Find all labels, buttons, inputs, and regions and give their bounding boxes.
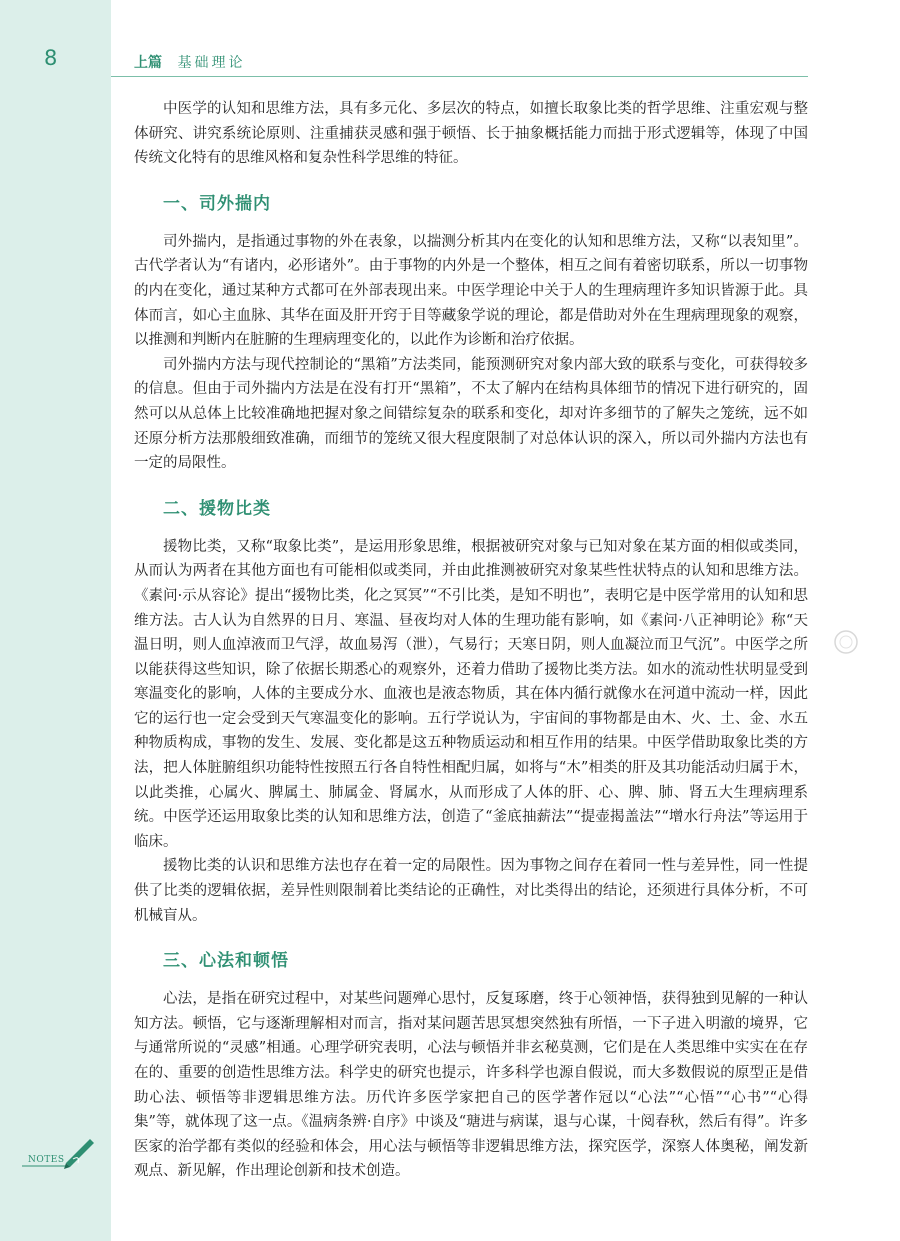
running-head-title: 基础理论: [177, 55, 246, 71]
section-2-paragraph-2: 援物比类的认识和思维方法也存在着一定的局限性。因为事物之间存在着同一性与差异性，同一性提供了比类的逻辑依据，差异性则限制着比类结论的正确性，对比类得出的结论，还须进行具体分析，不可机械盲从。: [134, 858, 808, 924]
section-2-paragraph-1: 援物比类，又称“取象比类”，是运用形象思维，根据被研究对象与已知对象在某方面的相似或类同，从而认为两者在其他方面也有可能相似或类同，并由此推测被研究对象某些性状特点的认知和思维方法。《素问·示从容论》提出“援物比类，化之冥冥”“不引比类，是知不明也”，表明它是中医学常用的认知和思维方法。古人认为自然界的日月、寒温、昼夜均对人体的生理功能有影响，如《素问·八正神明论》称“天温日明，则人血淖液而卫气浮，故血易泻（泄），气易行；天寒日阴，则人血凝泣而卫气沉”。中医学之所以能获得这些知识，除了依据长期悉心的观察外，还着力借助了援物比类方法。如水的流动性状明显受到寒温变化的影响，人体的主要成分水、血液也是液态物质，其在体内循行就像水在河道中流动一样，因此它的运行也一定会受到天气寒温变化的影响。五行学说认为，宇宙间的事物都是由木、火、土、金、水五种物质构成，事物的发生、发展、变化都是这五种物质运动和相互作用的结果。中医学借助取象比类的方法，把人体脏腑组织功能特性按照五行各自特性相配归属，如将与“木”相类的肝及其功能活动归属于木，以此类推，心属火、脾属土、肺属金、肾属水，从而形成了人体的肝、心、脾、肺、肾五大生理病理系统。中医学还运用取象比类的认知和思维方法，创造了“釜底抽薪法”“提壶揭盖法”“增水行舟法”等运用于临床。: [134, 538, 808, 850]
section-heading-1: 一、司外揣内: [163, 193, 271, 214]
margin-strip: [0, 0, 111, 1241]
section-heading-2: 二、援物比类: [163, 498, 271, 519]
watermark-seal-icon: [833, 629, 859, 655]
notes-label: NOTES: [28, 1155, 65, 1165]
page-body: [134, 97, 808, 1184]
header-rule: [111, 76, 808, 77]
section-3-paragraph-1: 心法，是指在研究过程中，对某些问题殚心思忖，反复琢磨，终于心领神悟，获得独到见解的一种认知方法。顿悟，它与逐渐理解相对而言，指对某问题苦思冥想突然独有所悟，一下子进入明澈的境界，它与通常所说的“灵感”相通。心理学研究表明，心法与顿悟并非玄秘莫测，它们是在人类思维中实实在在存在的、重要的创造性思维方法。科学史的研究也提示，许多科学也源自假说，而大多数假说的原型正是借助心法、顿悟等非逻辑思维方法。历代许多医学家把自己的医学著作冠以“心法”“心悟”“心书”“心得集”等，就体现了这一点。《温病条辨·自序》中谈及“瑭进与病谋，退与心谋，十阅春秋，然后有得”。许多医家的治学都有类似的经验和体会，用心法与顿悟等非逻辑思维方法，探究医学，深察人体奥秘，阐发新观点、新见解，作出理论创新和技术创造。: [134, 991, 808, 1180]
section-1-paragraph-2: 司外揣内方法与现代控制论的“黑箱”方法类同，能预测研究对象内部大致的联系与变化，可获得较多的信息。但由于司外揣内方法是在没有打开“黑箱”，不太了解内在结构具体细节的情况下进行研究的，固然可以从总体上比较准确地把握对象之间错综复杂的联系和变化，却对许多细节的了解失之笼统，远不如还原分析方法那般细致准确，而细节的笼统又很大程度限制了对总体认识的深入，所以司外揣内方法也有一定的局限性。: [134, 356, 808, 472]
running-head-part: 上篇: [134, 55, 162, 71]
page-number: 8: [44, 46, 58, 70]
running-head: [134, 52, 245, 72]
section-1-paragraph-1: 司外揣内，是指通过事物的外在表象，以揣测分析其内在变化的认知和思维方法，又称“以表知里”。古代学者认为“有诸内，必形诸外”。由于事物的内外是一个整体，相互之间有着密切联系，所以一切事物的内在变化，通过某种方式都可在外部表现出来。中医学理论中关于人的生理病理许多知识皆源于此。具体而言，如心主血脉、其华在面及肝开窍于目等藏象学说的理论，都是借助对外在生理病理现象的观察，以推测和判断内在脏腑的生理病理变化的，以此作为诊断和治疗依据。: [134, 233, 808, 349]
intro-paragraph: 中医学的认知和思维方法，具有多元化、多层次的特点，如擅长取象比类的哲学思维、注重宏观与整体研究、讲究系统论原则、注重捕获灵感和强于顿悟、长于抽象概括能力而拙于形式逻辑等，体现了中国传统文化特有的思维风格和复杂性科学思维的特征。: [134, 101, 808, 167]
notes-margin-mark: [18, 1133, 98, 1173]
pen-icon: [18, 1133, 98, 1173]
section-heading-3: 三、心法和顿悟: [163, 951, 289, 972]
